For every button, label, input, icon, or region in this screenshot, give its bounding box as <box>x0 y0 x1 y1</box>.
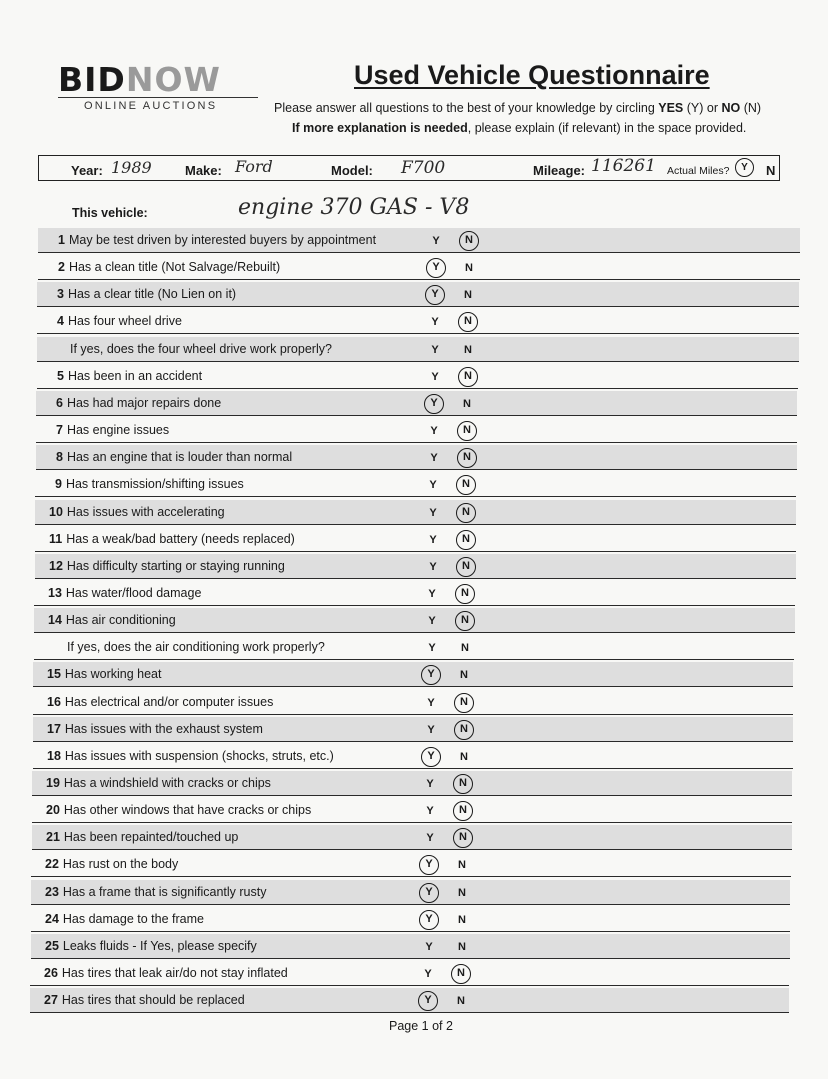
question-text <box>46 776 271 790</box>
question-row <box>37 364 798 389</box>
no-option[interactable]: N <box>458 914 466 926</box>
no-option[interactable]: N <box>453 801 473 821</box>
question-row <box>36 418 797 443</box>
yes-option[interactable]: Y <box>421 665 441 685</box>
question-number: 17 <box>47 722 61 736</box>
question-label: Has working heat <box>64 667 162 681</box>
question-text <box>55 477 244 491</box>
yes-option[interactable]: Y <box>426 258 446 278</box>
instr-yes: YES <box>658 101 684 115</box>
yes-option[interactable]: Y <box>429 507 437 519</box>
question-text <box>48 613 176 627</box>
logo-divider <box>58 97 258 98</box>
no-option[interactable]: N <box>461 642 469 654</box>
question-row <box>35 527 796 552</box>
question-row <box>30 961 789 986</box>
no-option[interactable]: N <box>458 367 478 387</box>
yes-option[interactable]: Y <box>425 285 445 305</box>
instr-text-b: (Y) or <box>683 101 722 115</box>
mileage-value: 116261 <box>591 156 656 176</box>
question-row <box>34 608 795 633</box>
yes-option[interactable]: Y <box>425 941 433 953</box>
mileage-label: Mileage: <box>533 163 586 178</box>
question-number: 26 <box>44 966 58 980</box>
no-option[interactable]: N <box>457 448 477 468</box>
question-text <box>45 857 178 871</box>
no-option[interactable]: N <box>456 503 476 523</box>
question-label: Has an engine that is louder than normal <box>66 450 293 464</box>
yes-option[interactable]: Y <box>426 805 434 817</box>
no-option[interactable]: N <box>460 669 468 681</box>
question-row <box>32 771 792 796</box>
question-number: 3 <box>57 287 64 301</box>
question-row <box>33 690 793 715</box>
question-label: Has four wheel drive <box>67 314 182 328</box>
this-vehicle-label: This vehicle: <box>72 206 148 220</box>
question-label: Has had major repairs done <box>66 396 222 410</box>
question-label: Has engine issues <box>66 423 170 437</box>
question-text <box>58 260 280 274</box>
no-option[interactable]: N <box>458 941 466 953</box>
no-option[interactable]: N <box>451 964 471 984</box>
question-number: 8 <box>56 450 63 464</box>
question-text <box>49 559 285 573</box>
question-label: Has been repainted/touched up <box>63 830 239 844</box>
question-label: Has been in an accident <box>67 369 203 383</box>
yes-option[interactable]: Y <box>430 425 438 437</box>
yes-option[interactable]: Y <box>427 724 435 736</box>
question-label: Has a clean title (Not Salvage/Rebuilt) <box>68 260 281 274</box>
question-number: 13 <box>48 586 62 600</box>
yes-option[interactable]: Y <box>424 968 432 980</box>
question-text <box>44 966 288 980</box>
question-number: 7 <box>56 423 63 437</box>
question-number: 21 <box>46 830 60 844</box>
question-text <box>56 450 292 464</box>
yes-option[interactable]: Y <box>426 778 434 790</box>
question-row <box>35 500 796 525</box>
yes-option[interactable]: Y <box>427 697 435 709</box>
no-option[interactable]: N <box>458 859 466 871</box>
question-label: Has rust on the body <box>62 857 179 871</box>
engine-note: engine 370 GAS - V8 <box>238 195 470 220</box>
question-text <box>47 749 334 763</box>
question-number: 14 <box>48 613 62 627</box>
question-label: Has a frame that is significantly rusty <box>62 885 267 899</box>
yes-option[interactable]: Y <box>429 479 437 491</box>
actual-miles-no: N <box>766 163 776 178</box>
question-text <box>46 830 238 844</box>
question-row <box>36 391 797 416</box>
yes-option[interactable]: Y <box>428 615 436 627</box>
question-number: 16 <box>47 695 61 709</box>
actual-miles-y-option: Y <box>735 158 754 177</box>
question-label: Has issues with accelerating <box>66 505 225 519</box>
question-label: Has issues with the exhaust system <box>64 722 263 736</box>
question-number: 20 <box>46 803 60 817</box>
year-label: Year: <box>71 163 103 178</box>
no-option[interactable]: N <box>456 530 476 550</box>
logo-now: NOW <box>125 60 221 99</box>
model-label: Model: <box>331 163 373 178</box>
question-text <box>45 885 266 899</box>
question-row <box>31 880 790 905</box>
question-label: Has other windows that have cracks or chips <box>63 803 312 817</box>
actual-miles-yes <box>735 158 754 177</box>
question-number: 2 <box>58 260 65 274</box>
question-number: 11 <box>49 532 63 546</box>
no-option[interactable]: N <box>454 720 474 740</box>
question-row <box>31 934 790 959</box>
no-option[interactable]: N <box>460 751 468 763</box>
yes-option[interactable]: Y <box>428 588 436 600</box>
question-row <box>35 472 796 497</box>
question-text <box>57 287 236 301</box>
question-number: 6 <box>56 396 63 410</box>
no-option[interactable]: N <box>455 611 475 631</box>
model-value: F700 <box>401 158 446 178</box>
question-label: May be test driven by interested buyers by appointment <box>68 233 377 247</box>
question-text <box>57 369 202 383</box>
question-row <box>34 581 795 606</box>
yes-option[interactable]: Y <box>418 991 438 1011</box>
question-text <box>45 912 204 926</box>
no-option[interactable]: N <box>454 693 474 713</box>
no-option[interactable]: N <box>464 344 472 356</box>
question-number: 18 <box>47 749 61 763</box>
question-row <box>37 309 799 334</box>
question-number: 27 <box>44 993 58 1007</box>
yes-option[interactable]: Y <box>419 910 439 930</box>
question-number: 12 <box>49 559 63 573</box>
question-text <box>47 695 273 709</box>
no-option[interactable]: N <box>459 231 479 251</box>
question-number: 9 <box>55 477 62 491</box>
question-label: Has issues with suspension (shocks, struts, etc.) <box>64 749 334 763</box>
question-number: 19 <box>46 776 60 790</box>
question-text <box>46 803 311 817</box>
question-text <box>44 993 245 1007</box>
question-text <box>47 722 263 736</box>
instr-rest: , please explain (if relevant) in the space provided. <box>467 121 747 135</box>
question-row <box>37 282 799 307</box>
question-number: 1 <box>58 233 65 247</box>
no-option[interactable]: N <box>463 398 471 410</box>
question-number: 10 <box>49 505 63 519</box>
make-label: Make: <box>185 163 222 178</box>
document-title: Used Vehicle Questionnaire <box>354 60 710 90</box>
question-label: Has a weak/bad battery (needs replaced) <box>66 532 295 546</box>
question-number: 22 <box>45 857 59 871</box>
question-row <box>31 852 791 877</box>
question-row <box>37 337 799 362</box>
yes-option[interactable]: Y <box>429 561 437 573</box>
no-option[interactable]: N <box>456 557 476 577</box>
logo-wordmark <box>58 62 258 98</box>
question-label: Has transmission/shifting issues <box>65 477 244 491</box>
question-number: 4 <box>57 314 64 328</box>
question-label: Has tires that should be replaced <box>61 993 245 1007</box>
question-text <box>49 505 225 519</box>
question-label: Has a clear title (No Lien on it) <box>67 287 237 301</box>
yes-option[interactable]: Y <box>421 747 441 767</box>
question-row <box>36 445 797 470</box>
yes-option[interactable]: Y <box>432 235 440 247</box>
question-row <box>30 988 789 1013</box>
question-label: If yes, does the air conditioning work properly? <box>67 640 325 654</box>
question-text <box>47 667 161 681</box>
question-number: 5 <box>57 369 64 383</box>
no-option[interactable]: N <box>464 289 472 301</box>
question-text <box>45 939 257 953</box>
no-option[interactable]: N <box>465 262 473 274</box>
no-option[interactable]: N <box>457 421 477 441</box>
question-text <box>57 314 182 328</box>
no-option[interactable]: N <box>455 584 475 604</box>
question-row <box>34 635 794 660</box>
question-label: Has a windshield with cracks or chips <box>63 776 271 790</box>
yes-option[interactable]: Y <box>419 855 439 875</box>
question-row <box>32 798 792 823</box>
question-row <box>31 907 790 932</box>
question-row <box>32 825 792 850</box>
question-text <box>70 342 332 356</box>
question-label: Leaks fluids - If Yes, please specify <box>62 939 257 953</box>
no-option[interactable]: N <box>453 828 473 848</box>
question-row <box>33 744 793 769</box>
instr-no: NO <box>721 101 741 115</box>
instructions-line-1 <box>274 101 761 115</box>
instr-bold: If more explanation is needed <box>292 121 468 135</box>
no-option[interactable]: N <box>453 774 473 794</box>
question-text <box>58 233 376 247</box>
bidnow-logo <box>58 60 258 112</box>
question-text <box>49 532 295 546</box>
yes-option[interactable]: Y <box>431 344 439 356</box>
question-text <box>48 586 201 600</box>
yes-option[interactable]: Y <box>428 642 436 654</box>
question-number: 15 <box>47 667 61 681</box>
make-value: Ford <box>235 157 273 176</box>
question-label: Has difficulty starting or staying running <box>66 559 285 573</box>
yes-option[interactable]: Y <box>431 371 439 383</box>
actual-miles-label: Actual Miles? <box>667 165 730 177</box>
yes-option[interactable]: Y <box>429 534 437 546</box>
question-row <box>35 554 796 579</box>
logo-bid: BID <box>58 60 126 99</box>
question-text <box>56 423 169 437</box>
question-label: Has air conditioning <box>65 613 176 627</box>
yes-option[interactable]: Y <box>419 883 439 903</box>
question-row <box>38 228 800 253</box>
question-label: Has electrical and/or computer issues <box>64 695 274 709</box>
question-label: Has tires that leak air/do not stay inflated <box>61 966 288 980</box>
question-number: 24 <box>45 912 59 926</box>
question-label: Has water/flood damage <box>65 586 202 600</box>
vehicle-info-box <box>38 155 780 181</box>
question-number: 23 <box>45 885 59 899</box>
logo-tagline: ONLINE AUCTIONS <box>84 100 218 112</box>
question-row <box>33 717 793 742</box>
question-label: Has damage to the frame <box>62 912 204 926</box>
question-text <box>67 640 325 654</box>
instructions-line-2 <box>292 121 746 135</box>
instr-text-a: Please answer all questions to the best of your knowledge by circling <box>274 101 659 115</box>
instr-text-c: (N) <box>740 101 762 115</box>
question-row <box>33 662 793 687</box>
no-option[interactable]: N <box>458 887 466 899</box>
question-text <box>56 396 221 410</box>
yes-option[interactable]: Y <box>431 316 439 328</box>
question-number: 25 <box>45 939 59 953</box>
no-option[interactable]: N <box>457 995 465 1007</box>
question-label: If yes, does the four wheel drive work properly? <box>70 342 332 356</box>
yes-option[interactable]: Y <box>424 394 444 414</box>
yes-option[interactable]: Y <box>426 832 434 844</box>
question-row <box>38 255 800 280</box>
yes-option[interactable]: Y <box>430 452 438 464</box>
no-option[interactable]: N <box>458 312 478 332</box>
no-option[interactable]: N <box>456 475 476 495</box>
page-number: Page 1 of 2 <box>389 1019 453 1033</box>
year-value: 1989 <box>111 158 152 177</box>
